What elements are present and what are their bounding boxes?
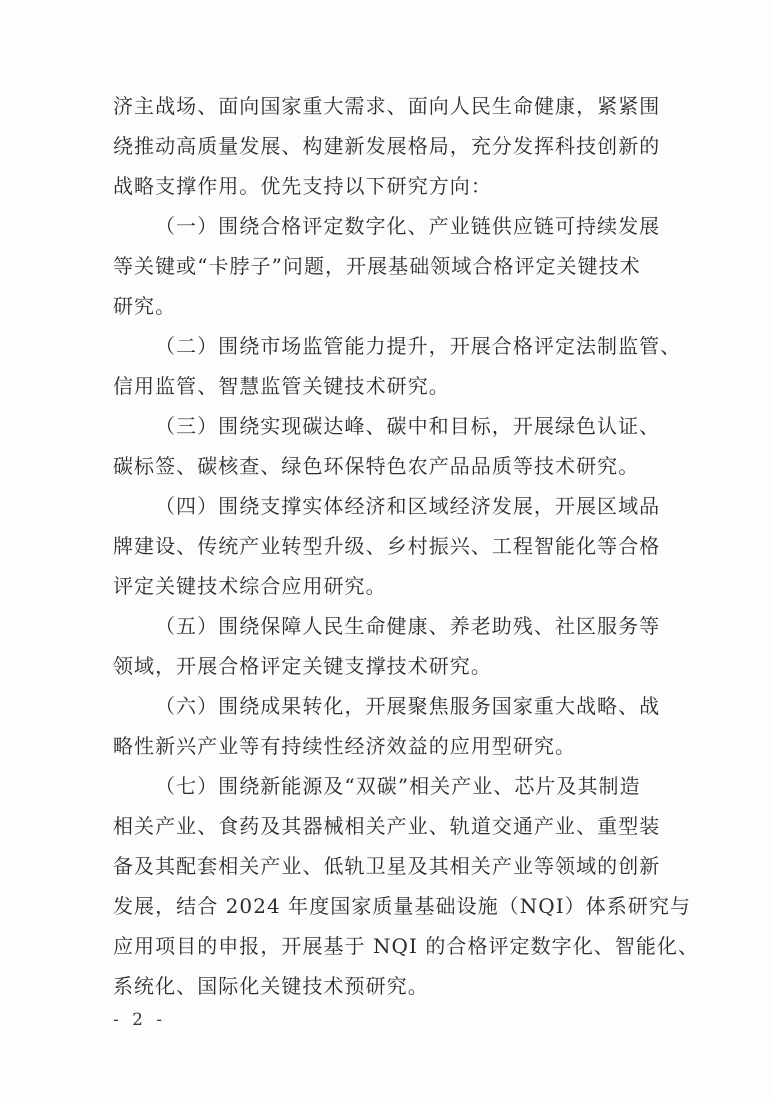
text-line: 系统化、国际化关键技术预研究。 <box>113 974 429 998</box>
text-line: 领域，开展合格评定关键支撑技术研究。 <box>113 654 492 678</box>
list-item-2-line: （二）围绕市场监管能力提升，开展合格评定法制监管、 <box>155 334 682 358</box>
list-item-4-line: （四）围绕支撑实体经济和区域经济发展，开展区域品 <box>155 494 661 518</box>
text-line: 备及其配套相关产业、低轨卫星及其相关产业等领域的创新 <box>113 854 661 878</box>
text-line: 应用项目的申报，开展基于 NQI 的合格评定数字化、智能化、 <box>113 934 700 958</box>
page-number: - 2 - <box>113 1010 167 1030</box>
list-item-3-line: （三）围绕实现碳达峰、碳中和目标，开展绿色认证、 <box>155 414 661 438</box>
text-line: 略性新兴产业等有持续性经济效益的应用型研究。 <box>113 734 577 758</box>
text-line: 评定关键技术综合应用研究。 <box>113 574 387 598</box>
text-line: 碳标签、碳核查、绿色环保特色农产品品质等技术研究。 <box>113 454 640 478</box>
text-line: 等关键或“卡脖子”问题，开展基础领域合格评定关键技术 <box>113 254 641 278</box>
text-line: 信用监管、智慧监管关键技术研究。 <box>113 374 450 398</box>
text-line: 发展，结合 2024 年度国家质量基础设施（NQI）体系研究与 <box>113 894 691 918</box>
text-line: 牌建设、传统产业转型升级、乡村振兴、工程智能化等合格 <box>113 534 661 558</box>
document-body <box>113 86 700 1006</box>
list-item-6-line: （六）围绕成果转化，开展聚焦服务国家重大战略、战 <box>155 694 661 718</box>
text-line: 战略支撑作用。优先支持以下研究方向： <box>113 174 492 198</box>
list-item-5-line: （五）围绕保障人民生命健康、养老助残、社区服务等 <box>155 614 661 638</box>
list-item-7-line: （七）围绕新能源及“双碳”相关产业、芯片及其制造 <box>155 774 641 798</box>
text-line: 济主战场、面向国家重大需求、面向人民生命健康，紧紧围 <box>113 94 661 118</box>
text-line: 绕推动高质量发展、构建新发展格局，充分发挥科技创新的 <box>113 134 661 158</box>
text-line: 相关产业、食药及其器械相关产业、轨道交通产业、重型装 <box>113 814 661 838</box>
text-line: 研究。 <box>113 294 177 318</box>
list-item-1-line: （一）围绕合格评定数字化、产业链供应链可持续发展 <box>155 214 661 238</box>
